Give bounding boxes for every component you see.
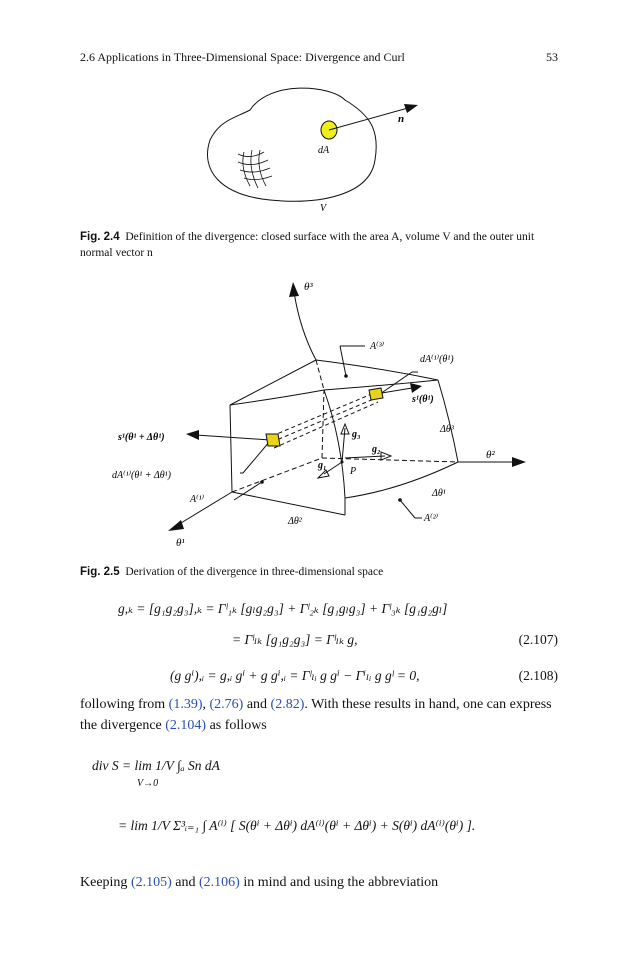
label-dA1-theta1-plus: dA⁽¹⁾(θ¹ + Δθ¹) [112,470,171,481]
s1-vector-left [196,435,270,440]
caption-label: Fig. 2.4 [80,231,120,243]
normal-vector [329,108,408,130]
divergence-line2: = lim 1/V Σ³ᵢ₌₁ ∫ A⁽ⁱ⁾ [ S(θⁱ + Δθⁱ) dA⁽ⁱ⁾(θⁱ + Δθⁱ) + S(θⁱ) dA⁽ⁱ⁾(θⁱ) ]. [118,818,476,833]
label-A2: A⁽²⁾ [424,513,439,524]
divergence-line1: div S = lim 1/V ∫ₐ Sn dA [92,758,220,773]
ref-2-105[interactable]: (2.105) [130,875,172,890]
page-number: 53 [546,50,558,64]
label-g3: g₃ [352,429,361,440]
label-theta1: θ¹ [176,537,185,549]
label-V: V [320,203,327,214]
box-bottom-left [232,492,345,515]
hidden-edge-1 [316,360,324,390]
label-s1-theta1-plus: s¹(θ¹ + Δθ¹) [118,432,165,443]
s1-right-arrowhead [410,383,422,393]
label-n: n [398,113,405,125]
label-theta3: θ³ [304,281,313,293]
equation-2-107-line1: g,ₖ = [g₁g₂g₃],ₖ = Γˡ₁ₖ [gₗg₂g₃] + Γˡ₂ₖ [g₁gₗg₃] + Γˡ₃ₖ [g₁g₂gₗ] [118,601,448,616]
equation-2-108: (g gⁱ),ᵢ = g,ᵢ gⁱ + g gⁱ,ᵢ = Γˡₗᵢ g gⁱ − Γⁱₗᵢ g gˡ = 0, [170,668,420,683]
normal-arrowhead [404,104,418,113]
theta2-arrowhead [512,457,526,467]
figure-2-4 [0,70,638,220]
label-dtheta3: Δθ³ [440,424,454,435]
caption-label: Fig. 2.5 [80,566,120,578]
caption-text: Derivation of the divergence in three-dimensional space [125,566,384,578]
label-A1: A⁽¹⁾ [190,494,205,505]
ref-2-104[interactable]: (2.104) [165,718,207,733]
area-patch-right [369,388,383,400]
g3-vector [342,428,345,462]
equation-number-2-107: (2.107) [518,632,558,647]
hidden-edge-4 [322,390,324,458]
surface-grid [238,150,272,188]
theta3-arrowhead [289,282,299,297]
equation-number-2-108: (2.108) [518,668,558,683]
closed-surface [208,88,377,201]
box-left-edge [230,405,232,492]
label-A3: A⁽³⁾ [370,341,385,352]
label-dA1-theta1: dA⁽¹⁾(θ¹) [420,354,454,365]
label-dtheta2: Δθ² [288,516,302,527]
point-A3 [344,374,348,378]
s1-left-arrowhead [186,430,199,440]
equation-2-107-line2: = Γˡₗₖ [g₁g₂g₃] = Γˡₗₖ g, [232,632,358,647]
hidden-edge-2 [232,458,322,492]
figure-2-4-caption [80,229,560,261]
g2-vector [345,456,385,458]
box-right-edge [438,380,458,462]
caption-text: Definition of the divergence: closed surface with the area A, volume V and the outer unit normal vector n [80,231,535,259]
ref-2-82[interactable]: (2.82) [270,697,305,712]
ref-2-76[interactable]: (2.76) [209,697,244,712]
paragraph-2: Keeping (2.105) and (2.106) in mind and using the abbreviation [80,875,439,890]
point-P [341,461,344,464]
ref-1-39[interactable]: (1.39) [168,697,203,712]
label-g2: g₂ [372,444,381,455]
figure-2-5-caption [80,564,560,580]
running-header: 2.6 Applications in Three-Dimensional Space: Divergence and Curl [80,50,405,64]
point-A1 [260,480,264,484]
ref-2-106[interactable]: (2.106) [198,875,240,890]
label-s1-theta1: s¹(θ¹) [412,394,434,405]
box-front-vertical [324,390,345,498]
theta1-arrowhead [168,520,184,531]
label-g1: g₁ [318,460,327,471]
area-patch-left [266,434,280,446]
point-A2 [398,498,402,502]
theta3-axis [294,292,316,360]
paragraph-1: following from (1.39), (2.76) and (2.82). With these results in hand, one can express the divergence (2.104) as follows [80,697,552,733]
label-theta2: θ² [486,449,495,461]
figure-2-5 [0,270,638,555]
label-P: P [350,466,357,477]
label-dA: dA [318,145,330,156]
divergence-line1-lim: V→0 [137,778,159,789]
label-dtheta1: Δθ¹ [432,488,446,499]
